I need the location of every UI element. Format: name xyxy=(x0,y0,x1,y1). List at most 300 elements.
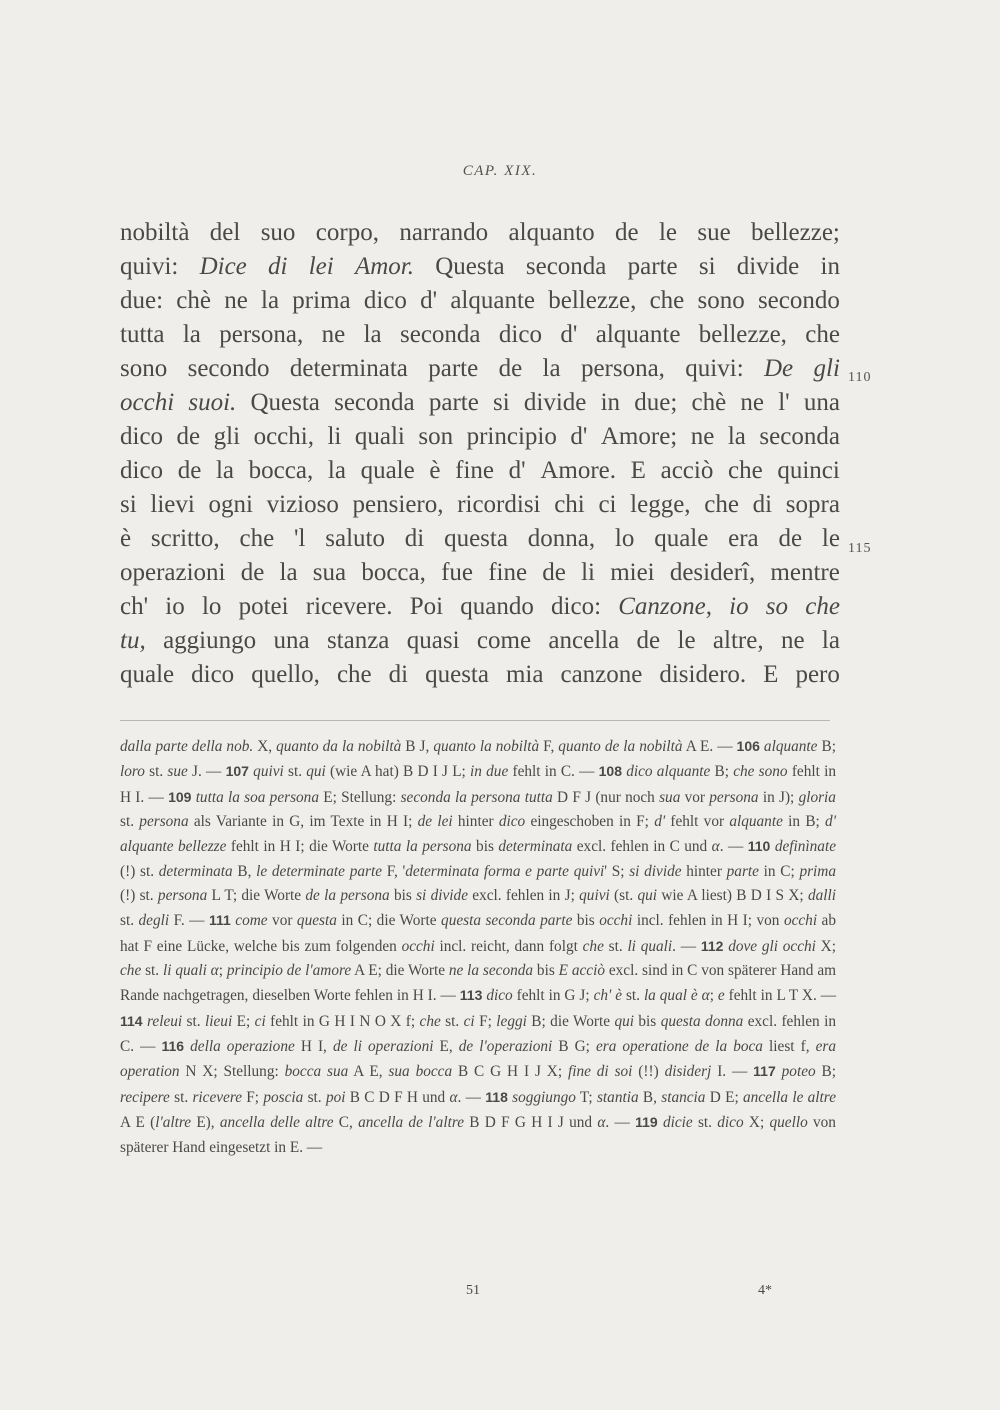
word: seconda xyxy=(334,389,415,416)
note-run: che xyxy=(419,1012,441,1030)
word: due: xyxy=(120,287,164,314)
word: dico xyxy=(191,661,235,688)
note-run: questa seconda parte xyxy=(441,912,573,930)
note-run: eingeschoben in F; xyxy=(525,813,655,831)
word: che xyxy=(728,457,763,484)
note-run: persona xyxy=(157,887,208,905)
note-run: T; xyxy=(575,1088,597,1106)
word: sue xyxy=(697,219,731,246)
word: donna, xyxy=(527,525,596,552)
word: bellezze, xyxy=(698,321,787,348)
note-run: X; xyxy=(743,1114,770,1132)
note-run: stantia xyxy=(596,1088,639,1106)
word: scritto, xyxy=(150,525,220,552)
text-line xyxy=(120,488,840,522)
word: è xyxy=(429,457,441,484)
note-run: ' S; xyxy=(604,862,630,880)
note-run: e xyxy=(717,987,725,1005)
word: quando xyxy=(460,593,534,620)
note-run: qui xyxy=(614,1012,634,1030)
text-line xyxy=(120,590,840,624)
note-run: dove gli occhi xyxy=(728,937,816,955)
word: parte xyxy=(627,253,678,280)
note-run: ; xyxy=(709,987,718,1005)
note-run: α xyxy=(597,1114,606,1132)
note-run: fehlt in G J; xyxy=(512,987,594,1005)
word: altre, xyxy=(712,627,764,654)
note-run: occhi xyxy=(783,912,818,930)
word: bocca, xyxy=(248,457,314,484)
footnote-divider xyxy=(120,720,830,721)
note-run: si divide xyxy=(416,887,468,905)
note-run: B, xyxy=(638,1088,662,1106)
word: lo xyxy=(201,593,222,620)
word: le xyxy=(821,525,840,552)
word: di xyxy=(752,491,773,518)
word: quasi xyxy=(406,627,460,654)
word: ne xyxy=(780,627,805,654)
note-run: d' alquante bellezze xyxy=(120,813,836,856)
note-line-ref: 116 xyxy=(161,1038,185,1055)
word: mia xyxy=(505,661,544,688)
word: principio xyxy=(466,423,557,450)
note-run: li quali xyxy=(627,937,673,955)
note-run: excl. sind in C von späterer Hand am Rande nachgetragen, dieselben Worte fehlen in H I. — xyxy=(120,962,837,1005)
note-run: in B; xyxy=(782,813,826,831)
word: di xyxy=(404,525,425,552)
note-run: A E ( xyxy=(120,1114,156,1132)
word: una xyxy=(803,389,840,416)
note-run: dico alquante xyxy=(626,763,711,781)
note-run: tutta la persona xyxy=(373,838,472,856)
word: li xyxy=(327,423,342,450)
word: dico xyxy=(363,287,407,314)
note-run: fehlt in H I; die Worte xyxy=(226,838,374,856)
word: di xyxy=(388,661,409,688)
word: de xyxy=(636,627,661,654)
note-run: F, xyxy=(539,738,559,755)
word: son xyxy=(418,423,454,450)
word: due; xyxy=(634,389,678,416)
word: la xyxy=(821,627,840,654)
note-run: E), xyxy=(191,1114,220,1132)
note-run: X, xyxy=(253,738,277,755)
note-run: E acciò xyxy=(558,962,605,980)
word: l' xyxy=(778,389,790,416)
word: suo xyxy=(260,219,296,246)
note-run: fehlt in G H I N O X f; xyxy=(265,1012,420,1030)
note-run: von späterer Hand eingesetzt in E. — xyxy=(120,1114,836,1156)
note-run: st. xyxy=(144,763,168,781)
word: de xyxy=(778,525,803,552)
note-run: A E, xyxy=(348,1063,389,1081)
note-run: st. xyxy=(622,987,644,1005)
word: ne xyxy=(690,423,715,450)
word: quale xyxy=(120,661,175,688)
note-run: (!) st. xyxy=(120,862,159,880)
note-line-ref: 119 xyxy=(635,1114,658,1131)
note-run: bis xyxy=(572,912,600,930)
text-line xyxy=(120,420,840,454)
word: la xyxy=(327,457,346,484)
note-run: ne la seconda xyxy=(448,962,534,980)
word: aggiungo xyxy=(163,627,257,654)
word: seconda xyxy=(400,321,481,348)
word: persona, xyxy=(580,355,665,382)
word: che xyxy=(704,491,739,518)
note-run: fehlt in H I. — xyxy=(120,763,836,806)
word: seconda xyxy=(525,253,607,280)
word: quale xyxy=(654,525,709,552)
note-run: poscia xyxy=(263,1088,304,1106)
word: bellezze; xyxy=(751,219,840,246)
word: che xyxy=(336,661,372,688)
note-run: vor xyxy=(267,912,297,930)
note-run: d' xyxy=(654,813,666,831)
note-run: st. xyxy=(283,763,307,781)
note-run: ci xyxy=(463,1012,475,1030)
word: nobiltà xyxy=(120,219,190,246)
note-run: che xyxy=(120,962,142,980)
note-run: gloria xyxy=(798,788,836,806)
word: la xyxy=(279,559,298,586)
note-line-ref: 109 xyxy=(168,788,192,805)
word: desiderî, xyxy=(669,559,756,586)
note-run: C, xyxy=(333,1114,359,1132)
text-line xyxy=(120,250,840,284)
note-run: B; xyxy=(710,763,734,781)
word: alquante xyxy=(450,287,536,314)
note-run: E, xyxy=(433,1038,459,1056)
note-run: lieui xyxy=(205,1012,233,1030)
word: ogni xyxy=(208,491,253,518)
word: una xyxy=(273,627,310,654)
note-run: st. xyxy=(303,1088,326,1106)
note-run: B C D F H und xyxy=(345,1088,450,1106)
note-run: quivi xyxy=(253,763,284,781)
word: fine xyxy=(455,457,495,484)
note-run: questa xyxy=(296,912,337,930)
note-run: α xyxy=(449,1088,458,1106)
word: ci xyxy=(598,491,617,518)
note-run: de la persona xyxy=(305,887,390,905)
note-run: st. xyxy=(120,813,140,831)
word: li xyxy=(581,559,595,586)
note-run: als Variante in G, im Texte in H I; xyxy=(188,813,418,831)
word: pero xyxy=(795,661,840,688)
word: che xyxy=(805,321,840,348)
word: ricevere. xyxy=(305,593,393,620)
note-run: quanto da la nobiltà xyxy=(276,738,402,755)
note-line-ref: 107 xyxy=(225,763,249,780)
word: quali xyxy=(354,423,405,450)
note-run: st. xyxy=(169,1088,193,1106)
line-number-110: 110 xyxy=(848,370,872,385)
word: tu, xyxy=(120,627,146,654)
note-run: poteo xyxy=(781,1063,816,1081)
note-run: ch' è xyxy=(593,987,623,1005)
note-run: dalli xyxy=(807,887,836,905)
note-run: B C G H I J X; xyxy=(452,1063,568,1081)
word: quale xyxy=(360,457,415,484)
note-run: de li operazioni xyxy=(332,1038,434,1056)
note-run: . — xyxy=(605,1114,636,1132)
note-line-ref: 111 xyxy=(208,912,231,929)
note-run: quanto la nobiltà xyxy=(433,738,540,755)
text-line xyxy=(120,216,840,250)
word: dico xyxy=(498,321,542,348)
word: E xyxy=(630,457,646,484)
word: chè xyxy=(691,389,727,416)
word: le xyxy=(658,219,677,246)
note-run: quanto de la nobiltà xyxy=(558,738,683,755)
note-line-ref: 108 xyxy=(598,763,622,780)
word: legge, xyxy=(630,491,691,518)
note-run: occhi xyxy=(599,912,633,930)
note-run: alquante xyxy=(729,813,783,831)
note-run: B, xyxy=(232,862,257,880)
note-run: occhi xyxy=(401,937,435,955)
note-run: ricevere xyxy=(192,1088,242,1106)
text-line xyxy=(120,284,840,318)
word: io xyxy=(165,593,185,620)
note-run: fehlt in C. — xyxy=(508,763,599,781)
text-line xyxy=(120,386,840,420)
note-run: seconda la persona tutta xyxy=(400,788,553,806)
word: gli xyxy=(213,423,241,450)
note-run: E; xyxy=(232,1012,255,1030)
word: fue xyxy=(441,559,473,586)
note-run: come xyxy=(235,912,268,930)
note-run: ab hat F eine Lücke, welche bis zum folgenden xyxy=(120,912,836,955)
word: quivi: xyxy=(685,355,744,382)
word: la xyxy=(182,321,201,348)
note-run: B; xyxy=(815,1063,836,1081)
note-run: bocca sua xyxy=(284,1063,349,1081)
word: Canzone, xyxy=(618,593,712,620)
word: che xyxy=(805,593,840,620)
word: De xyxy=(764,355,794,382)
word: de xyxy=(177,457,202,484)
note-run: si divide xyxy=(629,862,682,880)
word: miei xyxy=(610,559,655,586)
note-run: (!) st. xyxy=(120,887,158,905)
word: io xyxy=(729,593,749,620)
word: alquante xyxy=(595,321,681,348)
note-run: fine di soi xyxy=(567,1063,633,1081)
note-run: qui xyxy=(306,763,326,781)
word: so xyxy=(765,593,789,620)
note-run: che xyxy=(582,937,604,955)
note-run: H I, xyxy=(294,1038,333,1056)
word: in xyxy=(820,253,840,280)
note-run: α xyxy=(711,838,720,856)
text-line xyxy=(120,556,840,590)
running-header: CAP. XIX. xyxy=(462,163,538,179)
word: secondo xyxy=(757,287,840,314)
note-line-ref: 110 xyxy=(747,838,771,855)
word: parte xyxy=(428,389,479,416)
word: Amore; xyxy=(600,423,678,450)
note-run: fehlt vor xyxy=(665,813,730,831)
word: tutta xyxy=(120,321,165,348)
note-run: st. xyxy=(440,1012,464,1030)
word: si xyxy=(120,491,137,518)
note-run: era operatione de la boca xyxy=(595,1038,763,1056)
note-line-ref: 113 xyxy=(459,987,483,1004)
word: quello, xyxy=(251,661,320,688)
word: quivi: xyxy=(120,253,179,280)
word: de xyxy=(542,559,566,586)
word: Questa xyxy=(250,389,320,416)
note-run: della operazione xyxy=(190,1038,295,1056)
note-run: dico xyxy=(498,813,526,831)
word: bocca, xyxy=(361,559,426,586)
word: divide xyxy=(523,389,587,416)
word: questa xyxy=(425,661,489,688)
note-run: persona xyxy=(139,813,189,831)
note-line-ref: 117 xyxy=(753,1063,776,1080)
note-run: D E; xyxy=(705,1088,743,1106)
word: ne xyxy=(740,389,765,416)
note-run: dico xyxy=(486,987,513,1005)
note-run: sua bocca xyxy=(388,1063,453,1081)
note-run: persona xyxy=(709,788,759,806)
note-run: ancella de l'altre xyxy=(358,1114,464,1132)
word: le xyxy=(677,627,696,654)
word: corpo, xyxy=(315,219,379,246)
word: determinata xyxy=(289,355,408,382)
word: Amore. xyxy=(540,457,617,484)
word: d' xyxy=(508,457,526,484)
word: che xyxy=(239,525,275,552)
note-run: principio de l'amore xyxy=(226,962,352,980)
note-run: J. — xyxy=(187,763,226,781)
note-run: A E. — xyxy=(682,738,737,755)
word: de xyxy=(240,559,265,586)
note-run: ancella le altre xyxy=(743,1088,836,1106)
word: questa xyxy=(444,525,508,552)
word: de xyxy=(176,423,201,450)
word: lievi xyxy=(150,491,195,518)
text-line xyxy=(120,658,840,692)
note-run: B D F G H I J und xyxy=(464,1114,598,1132)
word: la xyxy=(727,423,746,450)
note-run: wie A liest) B D I S X; xyxy=(657,887,808,905)
word: si xyxy=(698,253,716,280)
note-run: le determinate parte xyxy=(256,862,382,880)
note-run: degli xyxy=(138,912,170,930)
word: la xyxy=(363,321,382,348)
word: lei xyxy=(308,253,334,280)
note-run: de lei xyxy=(417,813,453,831)
word: narrando xyxy=(399,219,489,246)
note-run: in C; die Worte xyxy=(336,912,442,930)
note-run: hinter xyxy=(452,813,499,831)
note-run: st. xyxy=(603,937,628,955)
word: quinci xyxy=(777,457,840,484)
critical-apparatus xyxy=(120,734,836,1160)
word: persona, xyxy=(219,321,304,348)
word: suoi. xyxy=(188,389,237,416)
word: disidero. xyxy=(659,661,747,688)
note-run: excl. fehlen in J; xyxy=(468,887,580,905)
note-line-ref: 118 xyxy=(485,1088,508,1105)
text-line xyxy=(120,454,840,488)
word: Poi xyxy=(409,593,444,620)
word: del xyxy=(209,219,241,246)
note-run: dalla parte della nob. xyxy=(120,738,254,755)
note-run: A E; die Worte xyxy=(351,962,449,980)
note-run: ci xyxy=(254,1012,266,1030)
word: in xyxy=(600,389,621,416)
note-run: N X; Stellung: xyxy=(179,1063,285,1081)
word: chè xyxy=(176,287,211,314)
word: prima xyxy=(292,287,351,314)
word: seconda xyxy=(759,423,840,450)
word: dico xyxy=(120,457,164,484)
note-run: vor xyxy=(680,788,710,806)
word: canzone xyxy=(560,661,643,688)
note-run: determinata forma e parte quivi xyxy=(405,862,605,880)
word: la xyxy=(261,287,280,314)
word: sono xyxy=(697,287,745,314)
note-run: de l'operazioni xyxy=(458,1038,553,1056)
word: saluto xyxy=(325,525,385,552)
note-run: hinter xyxy=(681,862,727,880)
word: ne xyxy=(321,321,346,348)
word: ne xyxy=(224,287,248,314)
note-run: excl. fehlen in C und xyxy=(572,838,712,856)
note-run: questa donna xyxy=(660,1012,744,1030)
word: de xyxy=(498,355,523,382)
note-run: in J); xyxy=(758,788,799,806)
word: occhi xyxy=(120,389,175,416)
note-run: poi xyxy=(325,1088,346,1106)
note-run: B; xyxy=(817,738,836,755)
word: come xyxy=(476,627,532,654)
word: Amor. xyxy=(354,253,414,280)
word: d' xyxy=(420,287,438,314)
note-run: prima xyxy=(799,862,836,880)
word: pensiero, xyxy=(352,491,444,518)
note-run: l'altre xyxy=(155,1114,192,1132)
note-run: B G; xyxy=(552,1038,596,1056)
word: ch' xyxy=(120,593,149,620)
note-run: . — xyxy=(719,838,748,856)
note-run: X; xyxy=(815,937,836,955)
word: 'l xyxy=(294,525,306,552)
note-run: F, ' xyxy=(381,862,406,880)
note-run: dicie xyxy=(662,1114,693,1132)
note-run: . — xyxy=(672,937,701,955)
note-run: excl. fehlen in C. — xyxy=(120,1012,836,1056)
note-run: st. xyxy=(692,1114,718,1132)
word: d' xyxy=(570,423,588,450)
note-run: li quali α xyxy=(163,962,219,980)
note-run: fehlt in L T X. — xyxy=(724,987,837,1005)
word: alquanto xyxy=(508,219,595,246)
note-run: loro xyxy=(120,763,145,781)
note-run: E; Stellung: xyxy=(318,788,401,806)
note-run: soggiungo xyxy=(512,1088,576,1106)
word: stanza xyxy=(326,627,390,654)
page-number: 51 xyxy=(466,1283,480,1298)
word: la xyxy=(542,355,561,382)
word: occhi, xyxy=(253,423,314,450)
note-run: st. xyxy=(182,1012,206,1030)
word: lo xyxy=(614,525,635,552)
